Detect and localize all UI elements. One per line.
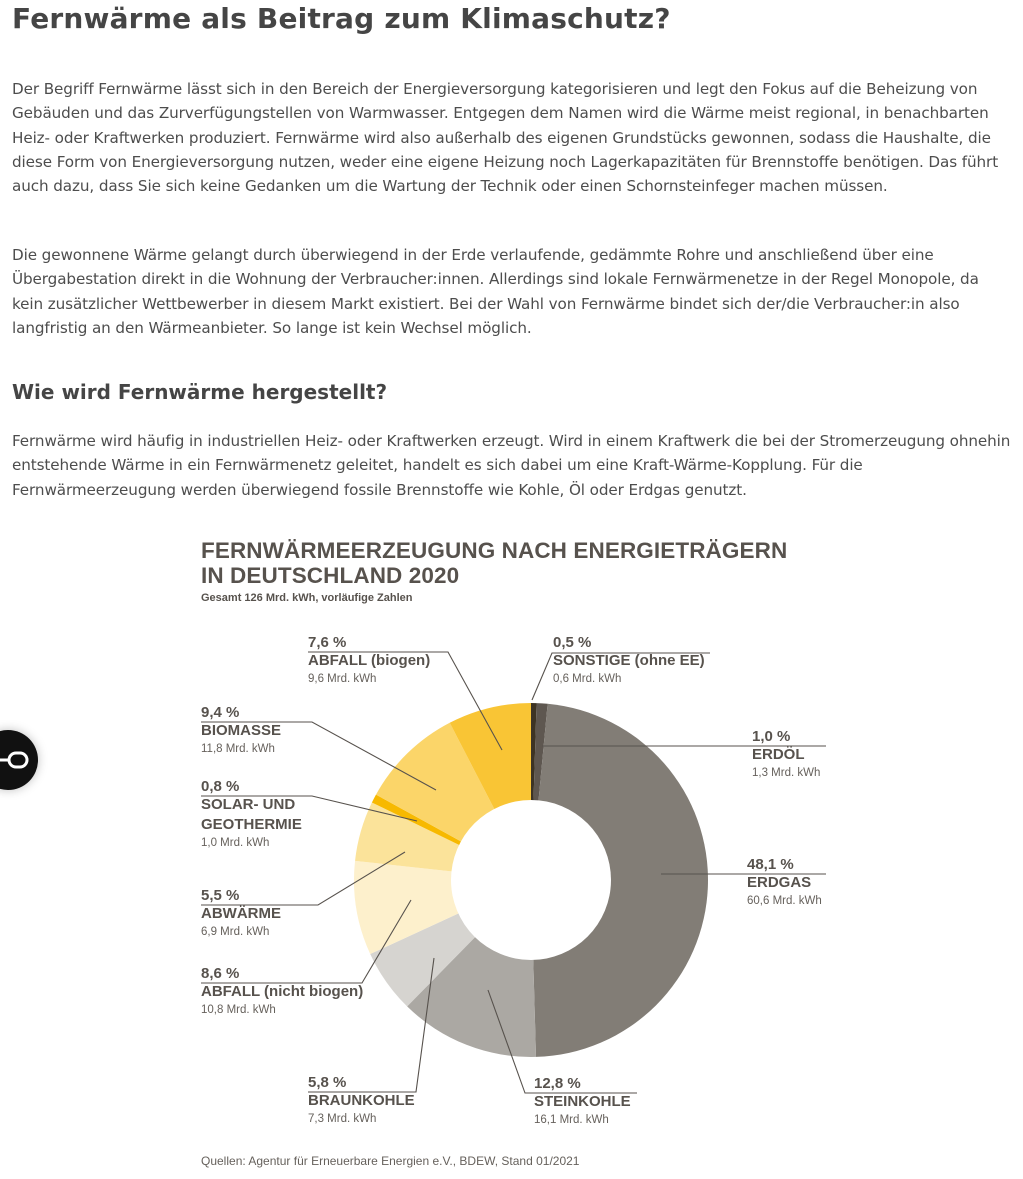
label-braunkohle: 5,8 % BRAUNKOHLE 7,3 Mrd. kWh xyxy=(308,1074,415,1125)
label-steinkohle: 12,8 % STEINKOHLE 16,1 Mrd. kWh xyxy=(534,1075,631,1126)
page-title: Fernwärme als Beitrag zum Klimaschutz? xyxy=(12,2,671,35)
label-abwaerme: 5,5 % ABWÄRME 6,9 Mrd. kWh xyxy=(201,887,281,938)
paragraph-distribution: Die gewonnene Wärme gelangt durch überwiegend in der Erde verlaufende, gedämmte Rohre und anschließend über eine Übergabestation direkt in die Wohnung der Verbraucher:innen. Allerdings sind lokale Fernwärmenetze in der Regel Monopole, da kein zusätzlicher Wettbewerber in diesem Markt existiert. Bei der Wahl von Fernwärme bindet sich der/die Verbraucher:in also langfristig an den Wärmeanbieter. So lange ist kein Wechsel möglich. xyxy=(12,246,979,337)
label-erdgas: 48,1 % ERDGAS 60,6 Mrd. kWh xyxy=(747,856,822,907)
chart-title: FERNWÄRMEERZEUGUNG NACH ENERGIETRÄGERN IN DEUTSCHLAND 2020 xyxy=(201,538,788,588)
label-abfall-biogen: 7,6 % ABFALL (biogen) 9,6 Mrd. kWh xyxy=(308,634,431,685)
label-solar-geothermie: 0,8 % SOLAR- UND GEOTHERMIE 1,0 Mrd. kWh xyxy=(201,778,302,849)
label-biomasse: 9,4 % BIOMASSE 11,8 Mrd. kWh xyxy=(201,704,282,755)
label-erdoel: 1,0 % ERDÖL 1,3 Mrd. kWh xyxy=(752,728,821,779)
section-heading: Wie wird Fernwärme hergestellt? xyxy=(12,380,388,404)
paragraph-production: Fernwärme wird häufig in industriellen Heiz- oder Kraftwerken erzeugt. Wird in einem Kraftwerk die bei der Stromerzeugung ohnehin entstehende Wärme in ein Fernwärmenetz geleitet, handelt es sich dabei um eine Kraft-Wärme-Kopplung. Für die Fernwärmeerzeugung werden überwiegend fossile Brennstoffe wie Kohle, Öl oder Erdgas genutzt. xyxy=(12,432,1011,499)
label-abfall-nicht-biogen: 8,6 % ABFALL (nicht biogen) 10,8 Mrd. kWh xyxy=(201,965,364,1016)
toggle-icon xyxy=(0,730,38,790)
paragraph-intro: Der Begriff Fernwärme lässt sich in den Bereich der Energieversorgung kategorisieren und legt den Fokus auf die Beheizung von Gebäuden und das Zurverfügungstellen von Warmwasser. Entgegen dem Namen wird die Wärme meist regional, in benachbarten Heiz- oder Kraftwerken produziert. Fernwärme wird also außerhalb des eigenen Grundstücks gewonnen, sodass die Haushalte, die diese Form von Energieversorgung nutzen, weder eine eigene Heizung noch Lagerkapazitäten für Brennstoffe benötigen. Das führt auch dazu, dass Sie sich keine Gedanken um die Wartung der Technik oder einen Schornsteinfeger machen müssen. xyxy=(12,80,999,196)
chart-source: Quellen: Agentur für Erneuerbare Energien e.V., BDEW, Stand 01/2021 xyxy=(201,1154,580,1168)
chart-subtitle: Gesamt 126 Mrd. kWh, vorläufige Zahlen xyxy=(201,592,413,604)
label-sonstige: 0,5 % SONSTIGE (ohne EE) 0,6 Mrd. kWh xyxy=(553,634,705,685)
feedback-widget-button[interactable] xyxy=(0,730,38,790)
